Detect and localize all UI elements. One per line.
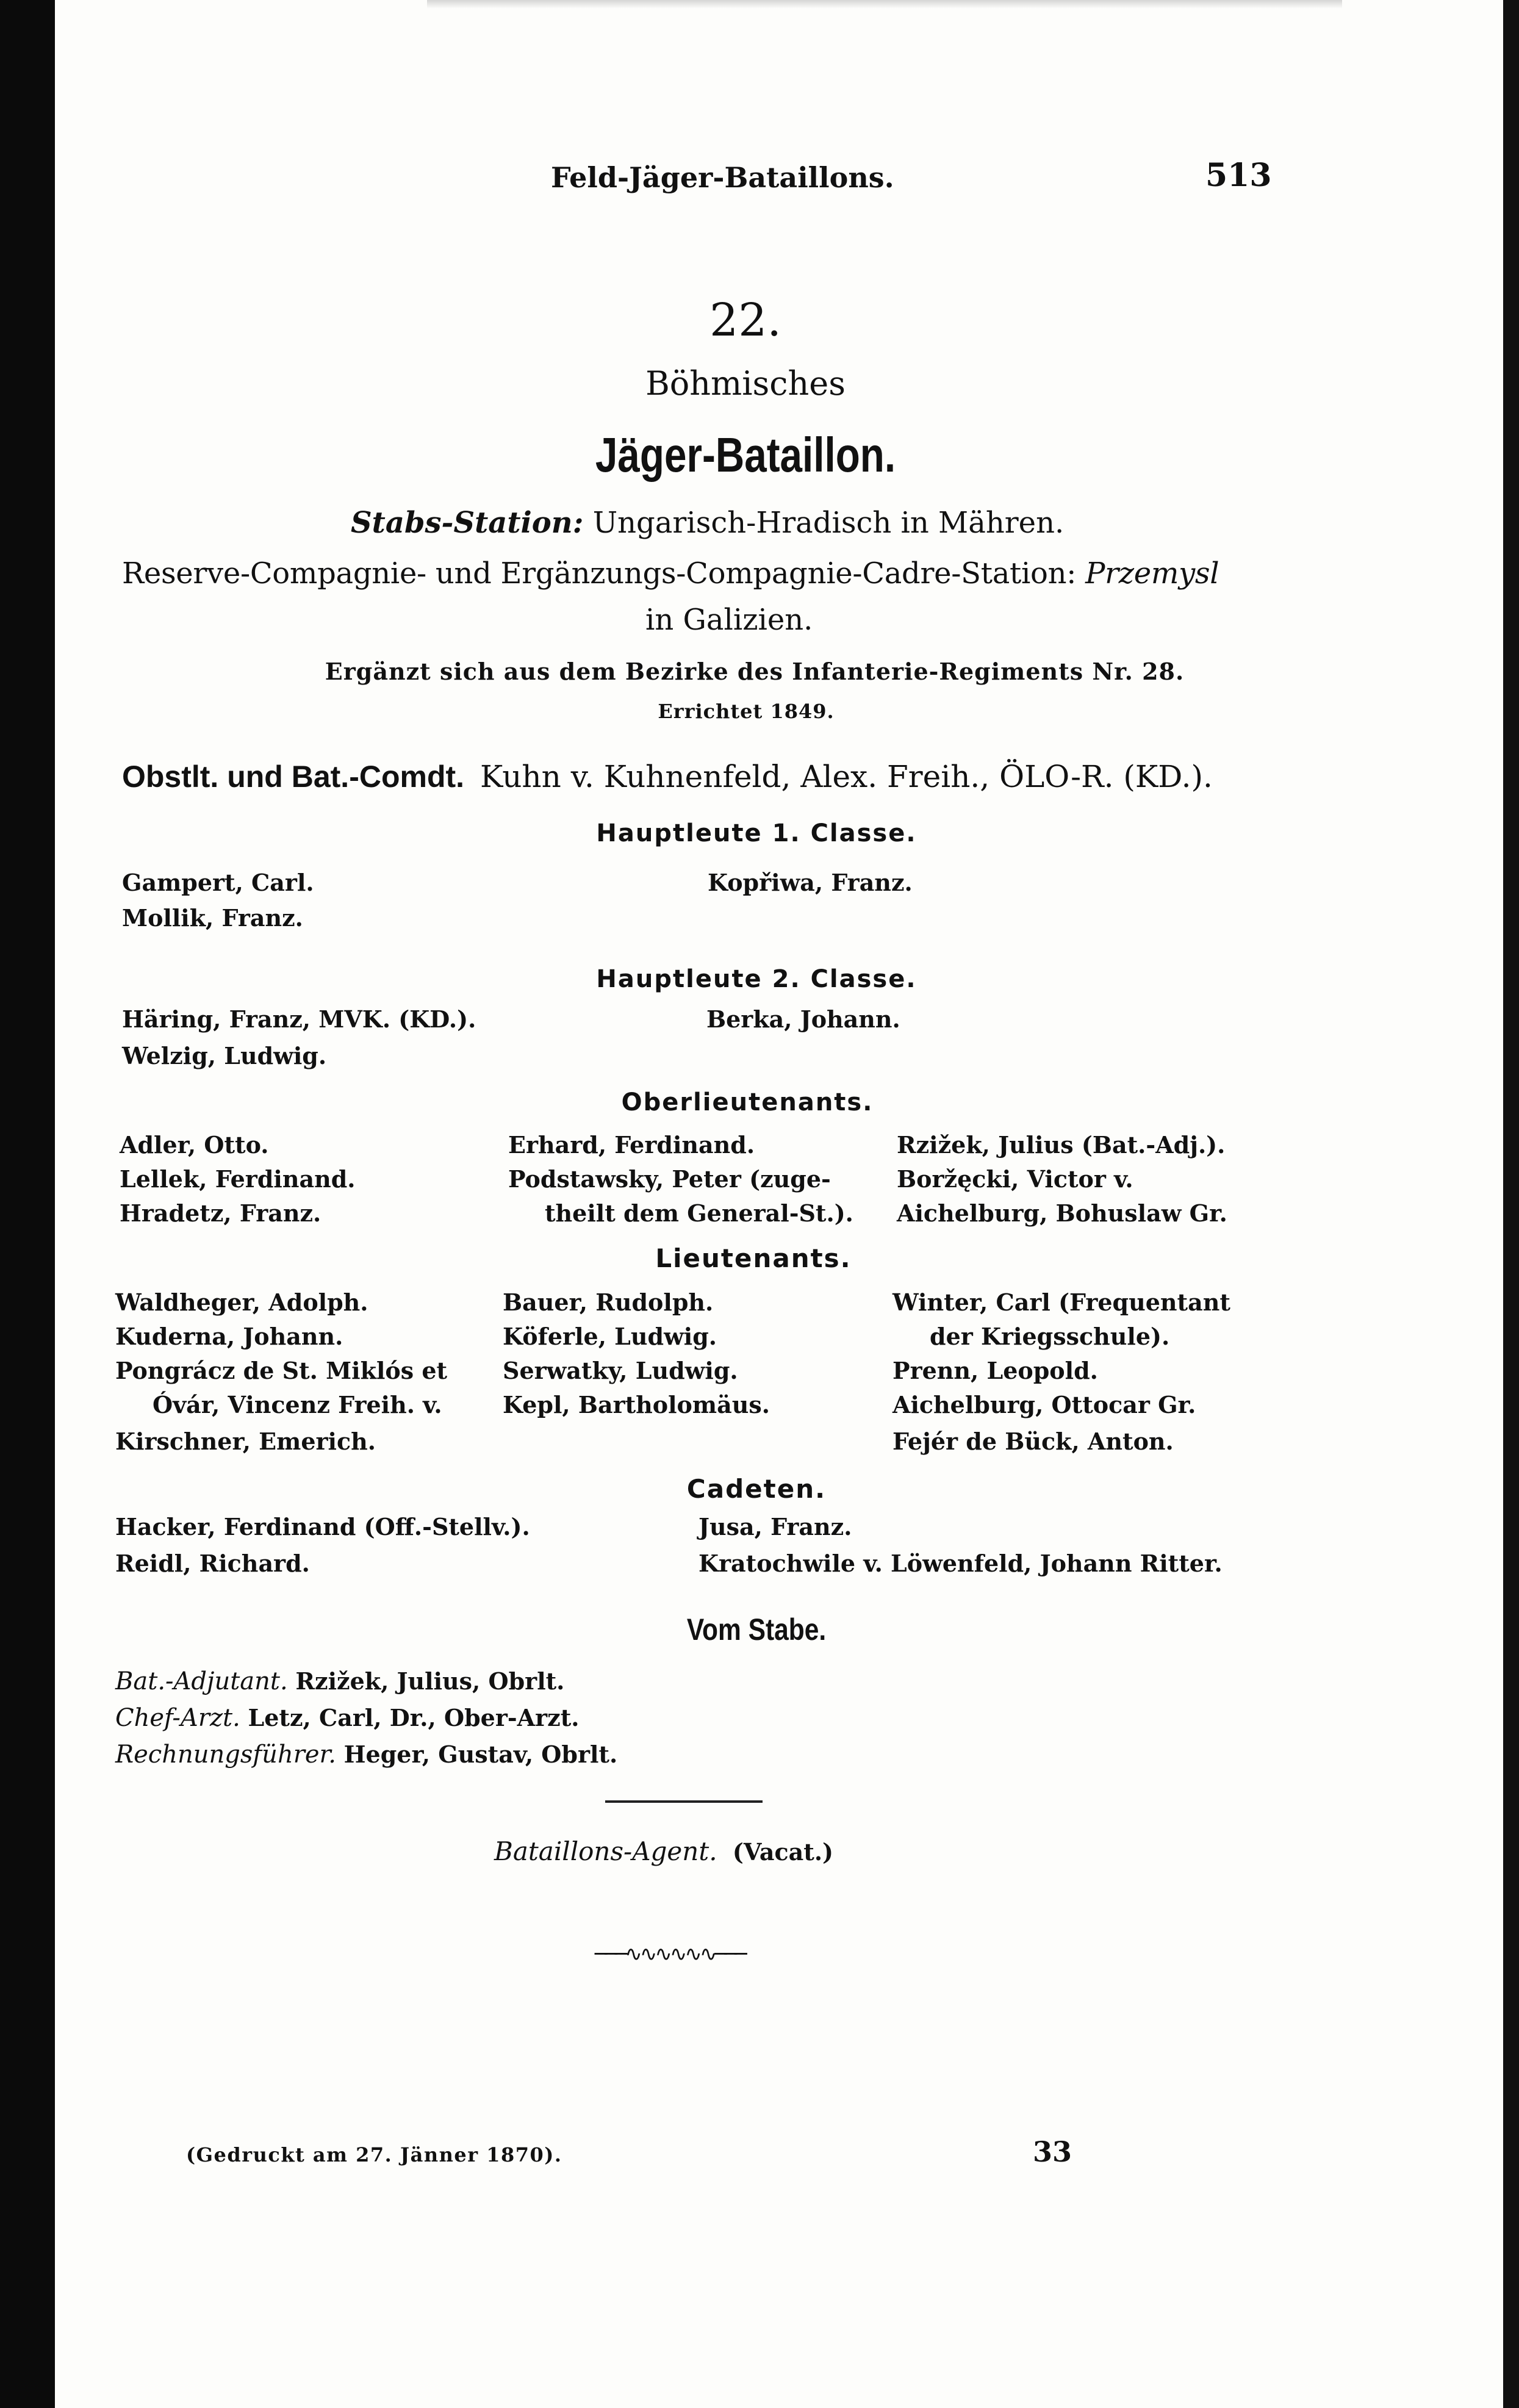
battalion-title: Jäger-Bataillon.: [595, 428, 896, 482]
officer-name: Hradetz, Franz.: [120, 1199, 321, 1227]
closing-flourish: ───∿∿∿∿∿∿───: [595, 1942, 745, 1966]
reserve-station-place: Przemysl: [1085, 556, 1219, 591]
section-title-captains-1: Hauptleute 1. Classe.: [596, 819, 917, 847]
commander-line: [122, 761, 1213, 792]
officer-name: Reidl, Richard.: [115, 1550, 310, 1577]
officer-name: Adler, Otto.: [120, 1131, 269, 1159]
officer-name: Hacker, Ferdinand (Off.-Stellv.).: [115, 1513, 530, 1540]
officer-name: Köferle, Ludwig.: [503, 1323, 717, 1350]
officer-name: Häring, Franz, MVK. (KD.).: [122, 1005, 476, 1033]
reserve-station-line: [122, 556, 1219, 591]
section-title-first-lieutenants: Oberlieutenants.: [621, 1088, 874, 1116]
officer-name: Rzižek, Julius (Bat.-Adj.).: [897, 1131, 1226, 1159]
founding-year: Errichtet 1849.: [658, 700, 835, 723]
scan-left-edge: [0, 0, 55, 2408]
officer-name: Bauer, Rudolph.: [503, 1288, 714, 1316]
staff-row: [115, 1669, 564, 1694]
staff-station-value: Ungarisch-Hradisch in Mähren.: [592, 506, 1065, 540]
staff-role: Bat.-Adjutant.: [115, 1667, 288, 1695]
officer-name: Aichelburg, Ottocar Gr.: [892, 1391, 1196, 1418]
officer-name: Kepl, Bartholomäus.: [503, 1391, 770, 1418]
officer-name: Lellek, Ferdinand.: [120, 1165, 356, 1193]
battalion-region: Böhmisches: [645, 364, 846, 403]
staff-station-line: [351, 506, 1065, 540]
officer-name: Gampert, Carl.: [122, 869, 314, 896]
officer-name: Serwatky, Ludwig.: [503, 1357, 738, 1384]
officer-name: Boržęcki, Victor v.: [897, 1165, 1133, 1193]
page-number: 513: [1205, 157, 1272, 194]
agent-value: (Vacat.): [732, 1838, 834, 1866]
battalion-number: 22.: [709, 294, 781, 347]
staff-role: Rechnungsführer.: [115, 1741, 336, 1769]
staff-name: Rzižek, Julius, Obrlt.: [295, 1667, 565, 1695]
officer-name: Kratochwile v. Löwenfeld, Johann Ritter.: [698, 1550, 1223, 1577]
officer-name: Prenn, Leopold.: [892, 1357, 1098, 1384]
staff-role: Chef-Arzt.: [115, 1704, 240, 1732]
officer-name: theilt dem General-St.).: [545, 1199, 853, 1227]
section-title-lieutenants: Lieutenants.: [655, 1243, 852, 1273]
print-date: (Gedruckt am 27. Jänner 1870).: [186, 2143, 562, 2166]
officer-name: Fejér de Bück, Anton.: [892, 1428, 1174, 1455]
agent-role: Bataillons-Agent.: [494, 1836, 717, 1866]
officer-name: Berka, Johann.: [706, 1005, 900, 1033]
separator-rule: [605, 1800, 763, 1803]
reserve-station-label: Reserve-Compagnie- und Ergänzungs-Compagnie-Cadre-Station:: [122, 556, 1077, 591]
staff-row: [115, 1742, 617, 1767]
staff-name: Letz, Carl, Dr., Ober-Arzt.: [248, 1704, 580, 1731]
officer-name: Podstawsky, Peter (zuge-: [508, 1165, 831, 1193]
commander-rank: Obstlt. und Bat.-Comdt.: [122, 760, 465, 794]
signature-mark: 33: [1033, 2135, 1072, 2168]
reserve-station-cont: in Galizien.: [645, 603, 813, 637]
officer-name: Kuderna, Johann.: [115, 1323, 343, 1350]
recruitment-district: Ergänzt sich aus dem Bezirke des Infanterie-Regiments Nr. 28.: [325, 658, 1185, 685]
section-title-staff: Vom Stabe.: [686, 1612, 827, 1647]
agent-line: [494, 1836, 834, 1866]
officer-name: Welzig, Ludwig.: [122, 1042, 327, 1069]
staff-station-label: Stabs-Station:: [351, 506, 584, 540]
staff-row: [115, 1706, 579, 1730]
scan-top-shadow: [427, 0, 1342, 9]
officer-name: Aichelburg, Bohuslaw Gr.: [897, 1199, 1227, 1227]
officer-name: Mollik, Franz.: [122, 904, 303, 932]
officer-name: Kopřiwa, Franz.: [708, 869, 913, 896]
running-head-title: Feld-Jäger-Bataillons.: [551, 161, 894, 194]
section-title-cadets: Cadeten.: [686, 1474, 827, 1504]
scan-right-edge: [1503, 0, 1519, 2408]
officer-name: der Kriegsschule).: [930, 1323, 1170, 1350]
officer-name: Waldheger, Adolph.: [115, 1288, 368, 1316]
officer-name: Kirschner, Emerich.: [115, 1428, 376, 1455]
staff-name: Heger, Gustav, Obrlt.: [343, 1741, 618, 1768]
officer-name: Winter, Carl (Frequentant: [892, 1288, 1230, 1316]
officer-name: Óvár, Vincenz Freih. v.: [153, 1391, 442, 1418]
commander-name: Kuhn v. Kuhnenfeld, Alex. Freih., ÖLO-R. (KD.).: [479, 759, 1213, 794]
section-title-captains-2: Hauptleute 2. Classe.: [596, 965, 917, 993]
officer-name: Jusa, Franz.: [698, 1513, 852, 1540]
officer-name: Erhard, Ferdinand.: [508, 1131, 755, 1159]
officer-name: Pongrácz de St. Miklós et: [115, 1357, 448, 1384]
